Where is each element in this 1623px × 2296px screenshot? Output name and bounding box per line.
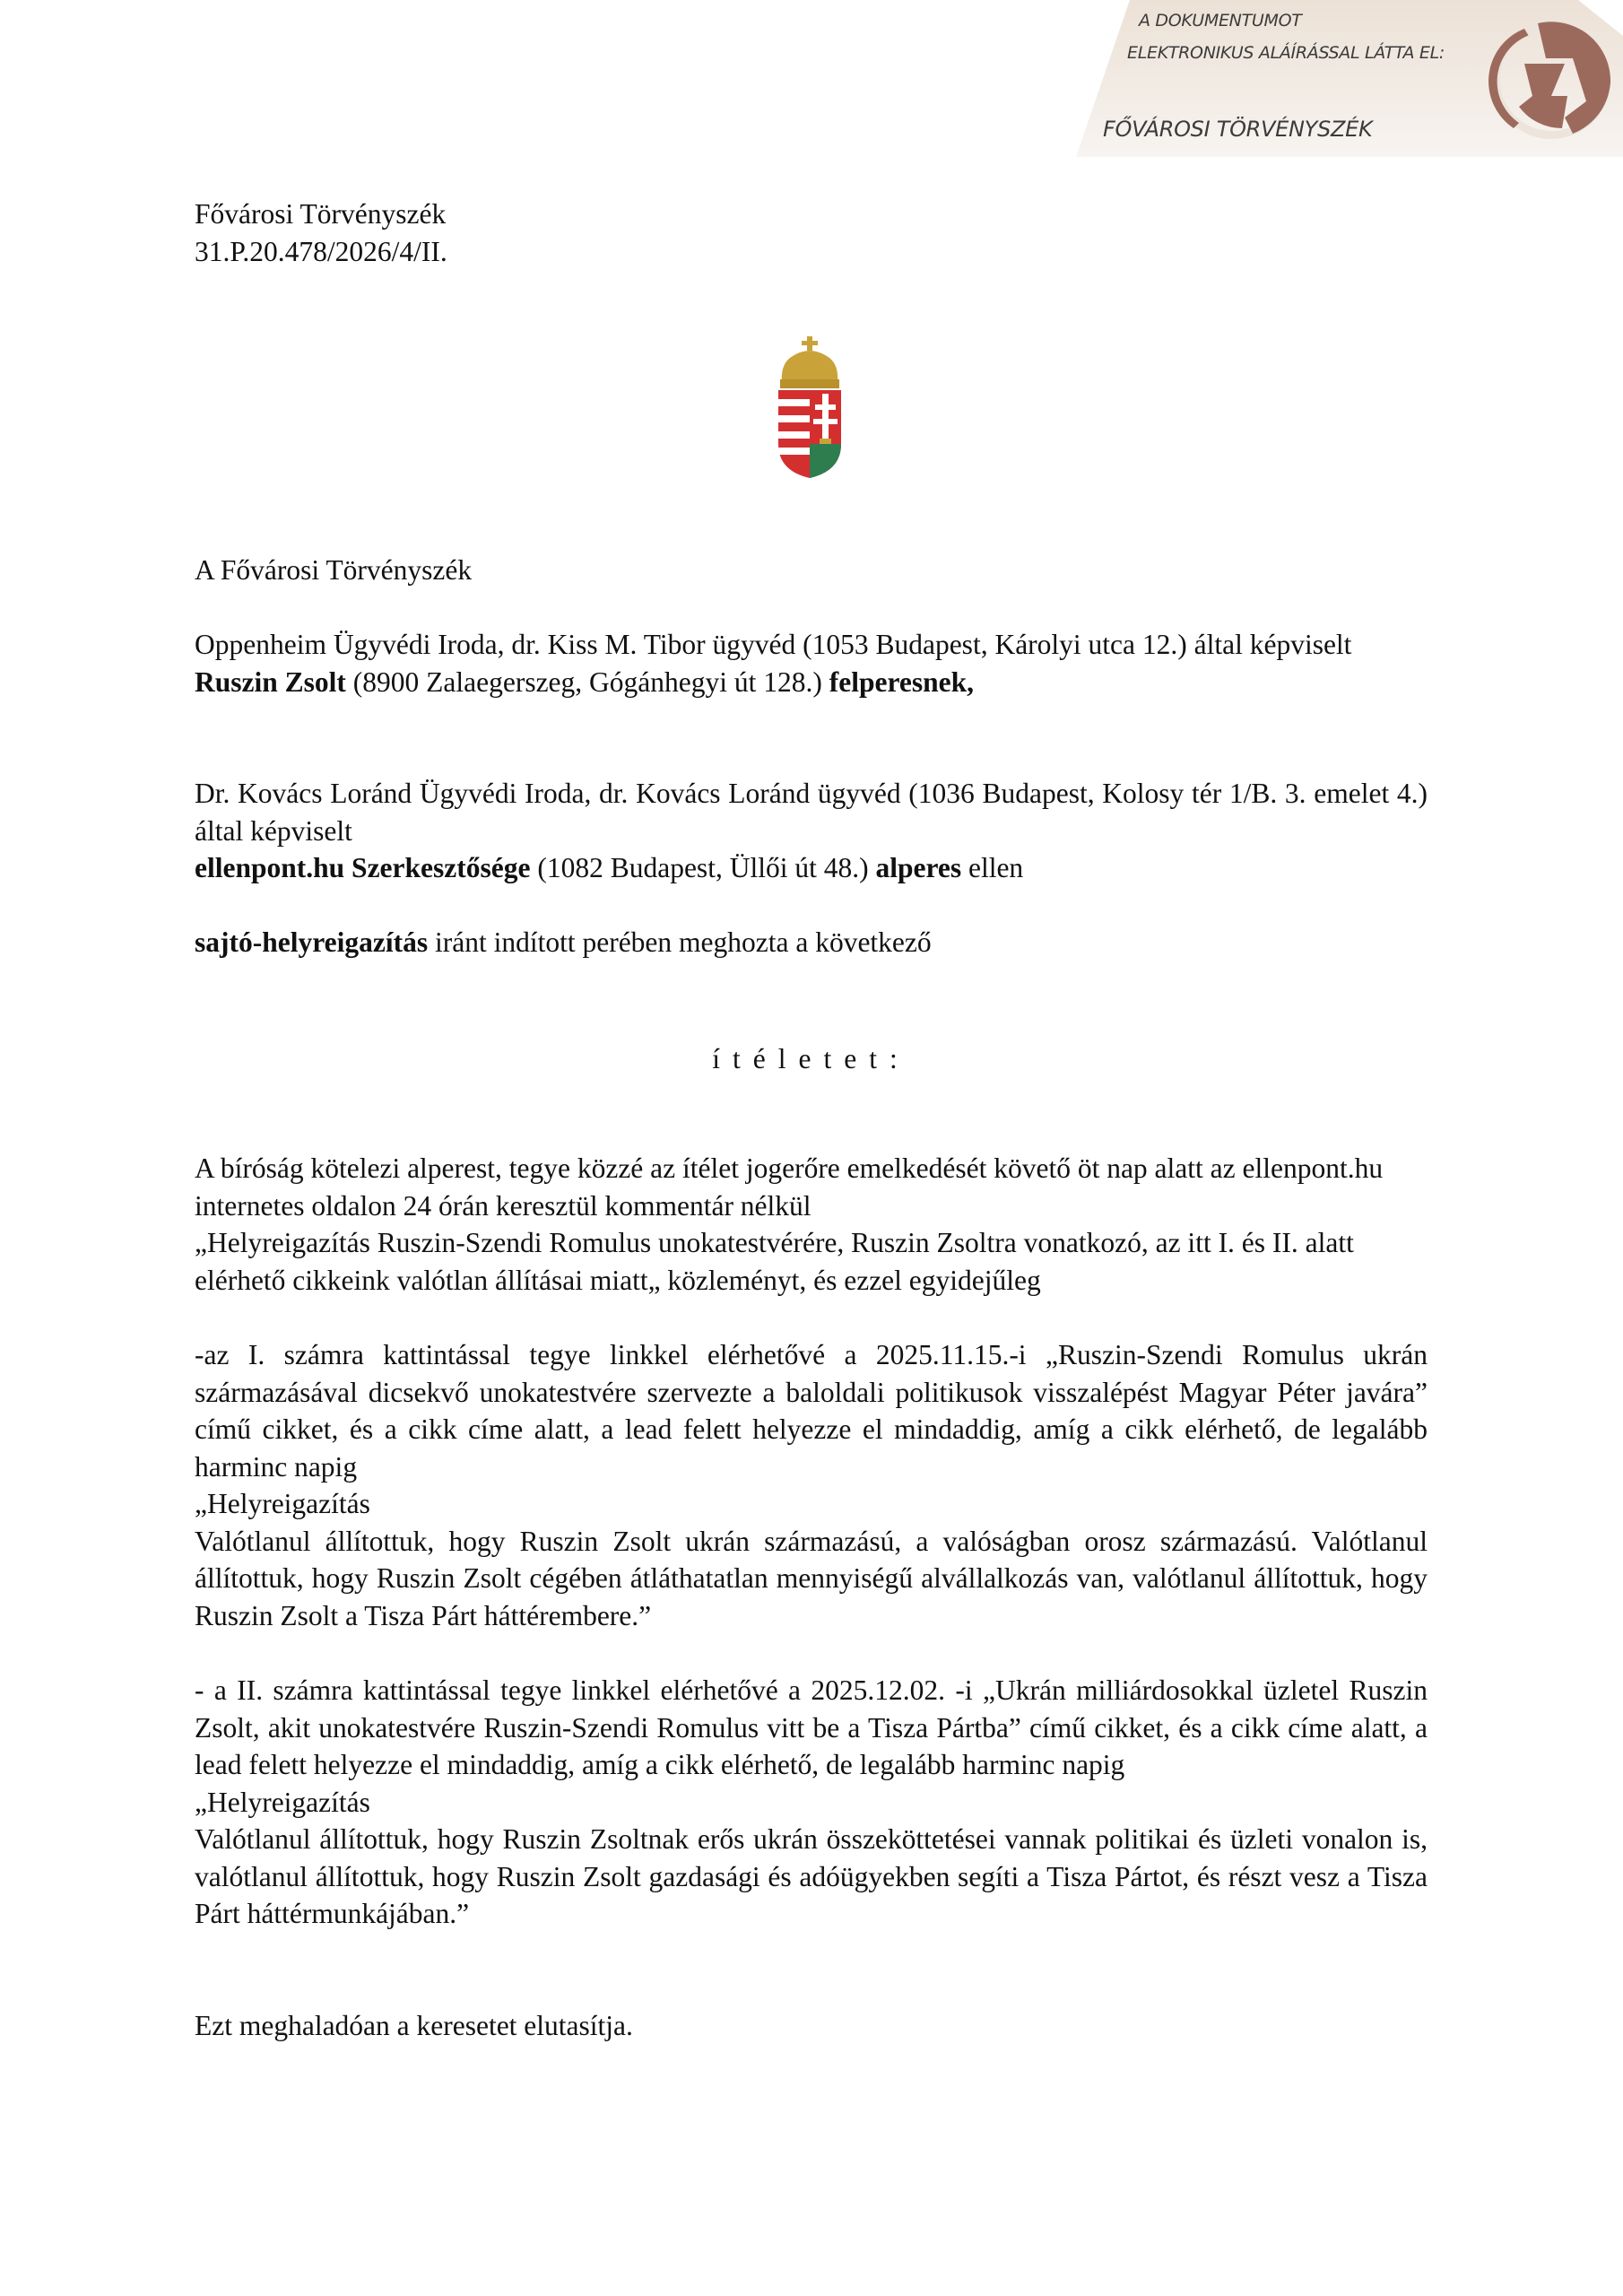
hungarian-coat-of-arms-icon — [773, 336, 846, 480]
verdict-item-1 — [195, 1336, 1428, 1634]
item1-correction-text: Valótlanul állítottuk, hogy Ruszin Zsolt ukrán származású, a valóságban orosz származású. Valótlanul állítottuk, hogy Ruszin Zsolt cégében átláthatatlan mennyiségű alvállalkozás van, valótlanul állítottuk, hogy Ruszin Zsolt a Tisza Párt háttérembere.” — [195, 1525, 1428, 1631]
defendant-line — [195, 849, 1428, 887]
defendant-representative: Dr. Kovács Loránd Ügyvédi Iroda, dr. Kovács Loránd ügyvéd (1036 Budapest, Kolosy tér 1/B. 3. emelet 4.) által képviselt — [195, 778, 1428, 847]
stamp-text-line2: ELEKTRONIKUS ALÁÍRÁSSAL LÁTTA EL: — [1127, 43, 1445, 63]
verdict-item-2 — [195, 1672, 1428, 1933]
plaintiff-representative: Oppenheim Ügyvédi Iroda, dr. Kiss M. Tibor ügyvéd (1053 Budapest, Károlyi utca 12.) által képviselt — [195, 629, 1352, 660]
court-logo-icon — [1484, 13, 1619, 147]
verdict-order: A bíróság kötelezi alperest, tegye közzé az ítélet jogerőre emelkedését követő öt nap alatt az ellenpont.hu internetes oldalon 24 órán keresztül kommentár nélkül — [195, 1152, 1384, 1222]
plaintiff-line — [195, 664, 1428, 701]
item1-heading: „Helyreigazítás — [195, 1488, 370, 1519]
case-subject-suffix: iránt indított perében meghozta a következő — [428, 926, 932, 958]
verdict-title: ítéletet: — [712, 1043, 910, 1074]
court-name: Fővárosi Törvényszék — [195, 198, 447, 230]
item1-instruction: -az I. számra kattintással tegye linkkel elérhetővé a 2025.11.15.-i „Ruszin-Szendi Romulus ukrán származásával dicsekvő unokatestvére szervezte a baloldali politikusok visszalépést Magyar Péter javára” című cikket, és a cikk címe alatt, a lead felett helyezze el mindaddig, amíg a cikk elérhető, de legalább harminc napig — [195, 1339, 1428, 1483]
stamp-court-name: FŐVÁROSI TÖRVÉNYSZÉK — [1103, 117, 1373, 142]
verdict-paragraph-1 — [195, 1150, 1428, 1299]
document-header — [195, 196, 1428, 270]
defendant-address: (1082 Budapest, Üllői út 48.) — [530, 852, 876, 883]
defendant-block — [195, 775, 1428, 887]
defendant-role: alperes — [875, 852, 962, 883]
case-number: 31.P.20.478/2026/4/II. — [195, 235, 447, 267]
plaintiff-role: felperesnek, — [829, 665, 975, 698]
item2-heading: „Helyreigazítás — [195, 1786, 370, 1818]
stamp-text-line1: A DOKUMENTUMOT — [1139, 11, 1302, 30]
defendant-suffix: ellen — [961, 852, 1024, 883]
plaintiff-address: (8900 Zalaegerszeg, Gógánhegyi út 128.) — [345, 665, 829, 698]
court-intro: A Fővárosi Törvényszék — [195, 554, 473, 586]
plaintiff-block — [195, 626, 1428, 700]
verdict-closing: Ezt meghaladóan a keresetet elutasítja. — [195, 2010, 633, 2041]
verdict-notice-quote: „Helyreigazítás Ruszin-Szendi Romulus unokatestvérére, Ruszin Zsoltra vonatkozó, az itt I. és II. alatt elérhető cikkeink valótlan állításai miatt„ közleményt, és ezzel egyidejűleg — [195, 1227, 1354, 1296]
item2-correction-text: Valótlanul állítottuk, hogy Ruszin Zsoltnak erős ukrán összeköttetései vannak politikai és üzleti vonalon is, valótlanul állítottuk, hogy Ruszin Zsolt gazdasági és adóügyekben segíti a Tisza Pártot, és részt vesz a Tisza Párt háttérmunkájában.” — [195, 1823, 1428, 1929]
plaintiff-name: Ruszin Zsolt — [195, 665, 346, 698]
defendant-name: ellenpont.hu Szerkesztősége — [195, 852, 531, 883]
subject-line — [195, 924, 1428, 961]
item2-instruction: - a II. számra kattintással tegye linkkel elérhetővé a 2025.12.02. -i „Ukrán milliárdosokkal üzletel Ruszin Zsolt, akit unokatestvére Ruszin-Szendi Romulus vitt be a Tisza Pártba” című cikket, és a cikk címe alatt, a lead felett helyezze el mindaddig, amíg a cikk elérhető, de legalább harminc napig — [195, 1674, 1428, 1780]
case-subject: sajtó-helyreigazítás — [195, 926, 429, 958]
